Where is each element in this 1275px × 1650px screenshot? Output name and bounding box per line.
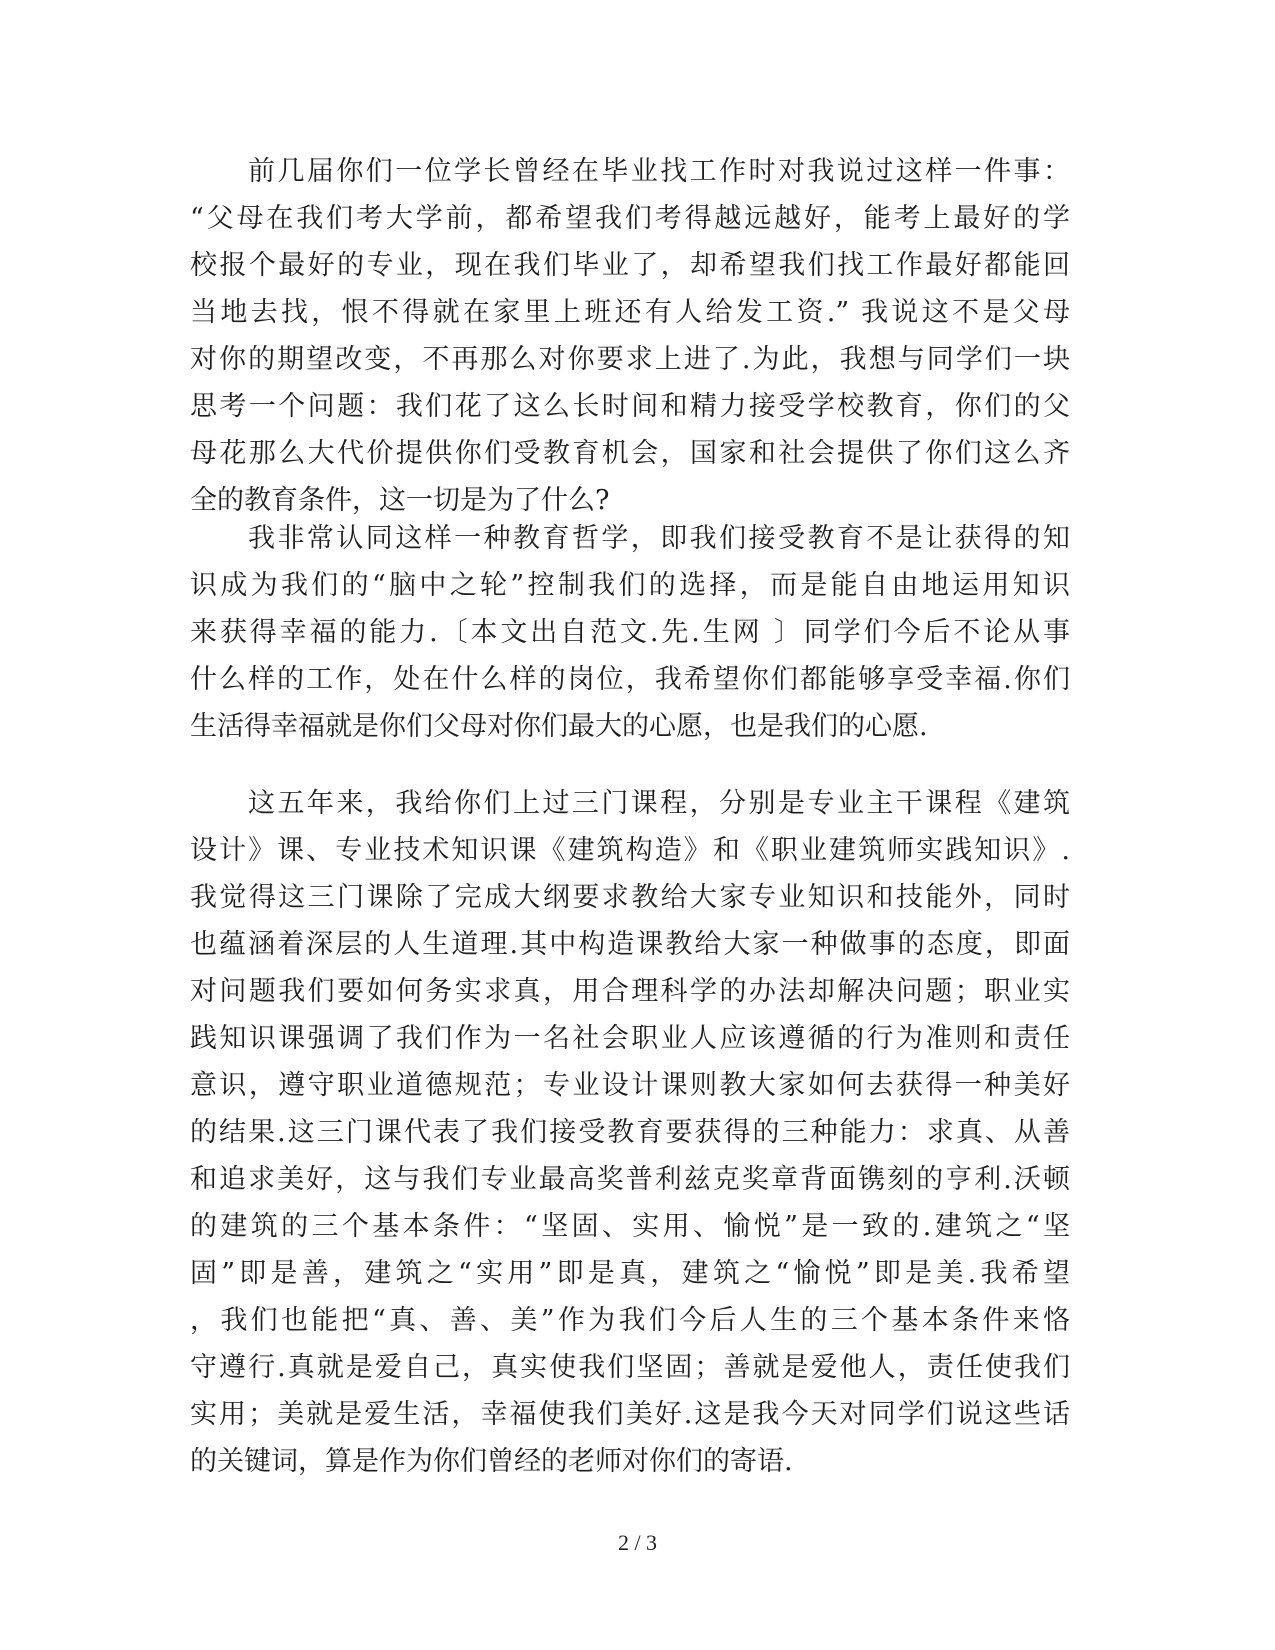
text-line: 和追求美好，这与我们专业最高奖普利兹克奖章背面镌刻的亨利.沃顿 (190, 1164, 1070, 1195)
text-line: 来获得幸福的能力.〔本文出自范文.先.生网 〕同学们今后不论从事 (190, 617, 1070, 648)
text-line: 也蕴涵着深层的人生道理.其中构造课教给大家一种做事的态度，即面 (190, 929, 1070, 960)
text-line: 这五年来，我给你们上过三门课程，分别是专业主干课程《建筑 (248, 788, 1070, 819)
text-line: ，我们也能把“真、善、美”作为我们今后人生的三个基本条件来恪 (190, 1305, 1070, 1336)
text-line: 固”即是善，建筑之“实用”即是真，建筑之“愉悦”即是美.我希望 (190, 1258, 1070, 1289)
text-line: 识成为我们的“脑中之轮”控制我们的选择，而是能自由地运用知识 (190, 570, 1070, 601)
text-line: 实用；美就是爱生活，幸福使我们美好.这是我今天对同学们说这些话 (190, 1399, 1070, 1430)
paragraph-2 (190, 515, 1070, 750)
text-line: “父母在我们考大学前，都希望我们考得越远越好，能考上最好的学 (190, 203, 1070, 234)
text-line: 校报个最好的专业，现在我们毕业了，却希望我们找工作最好都能回 (190, 250, 1070, 281)
text-line: 母花那么大代价提供你们受教育机会，国家和社会提供了你们这么齐 (190, 438, 1070, 469)
text-line: 的关键词，算是作为你们曾经的老师对你们的寄语. (190, 1446, 793, 1477)
text-line: 意识，遵守职业道德规范；专业设计课则教大家如何去获得一种美好 (190, 1070, 1070, 1101)
text-line: 前几届你们一位学长曾经在毕业找工作时对我说过这样一件事： (248, 156, 1070, 187)
text-line: 全的教育条件，这一切是为了什么? (190, 485, 610, 516)
text-line: 我非常认同这样一种教育哲学，即我们接受教育不是让获得的知 (248, 523, 1070, 554)
text-line: 守遵行.真就是爱自己，真实使我们坚固；善就是爱他人，责任使我们 (190, 1352, 1070, 1383)
text-line: 对问题我们要如何务实求真，用合理科学的办法却解决问题；职业实 (190, 976, 1070, 1007)
paragraph-3 (190, 780, 1070, 1485)
text-line: 我觉得这三门课除了完成大纲要求教给大家专业知识和技能外，同时 (190, 882, 1070, 913)
text-line: 的建筑的三个基本条件：“坚固、实用、愉悦”是一致的.建筑之“坚 (190, 1211, 1070, 1242)
text-line: 对你的期望改变，不再那么对你要求上进了.为此，我想与同学们一块 (190, 344, 1070, 375)
text-line: 设计》课、专业技术知识课《建筑构造》和《职业建筑师实践知识》. (190, 835, 1070, 866)
page-number: 2 / 3 (617, 1530, 658, 1555)
text-line: 思考一个问题：我们花了这么长时间和精力接受学校教育，你们的父 (190, 391, 1070, 422)
text-line: 当地去找，恨不得就在家里上班还有人给发工资.” 我说这不是父母 (190, 297, 1070, 328)
text-line: 践知识课强调了我们作为一名社会职业人应该遵循的行为准则和责任 (190, 1023, 1070, 1054)
paragraph-1 (190, 148, 1070, 524)
text-line: 生活得幸福就是你们父母对你们最大的心愿，也是我们的心愿. (190, 711, 928, 742)
text-line: 的结果.这三门课代表了我们接受教育要获得的三种能力：求真、从善 (190, 1117, 1070, 1148)
text-line: 什么样的工作，处在什么样的岗位，我希望你们都能够享受幸福.你们 (190, 664, 1070, 695)
